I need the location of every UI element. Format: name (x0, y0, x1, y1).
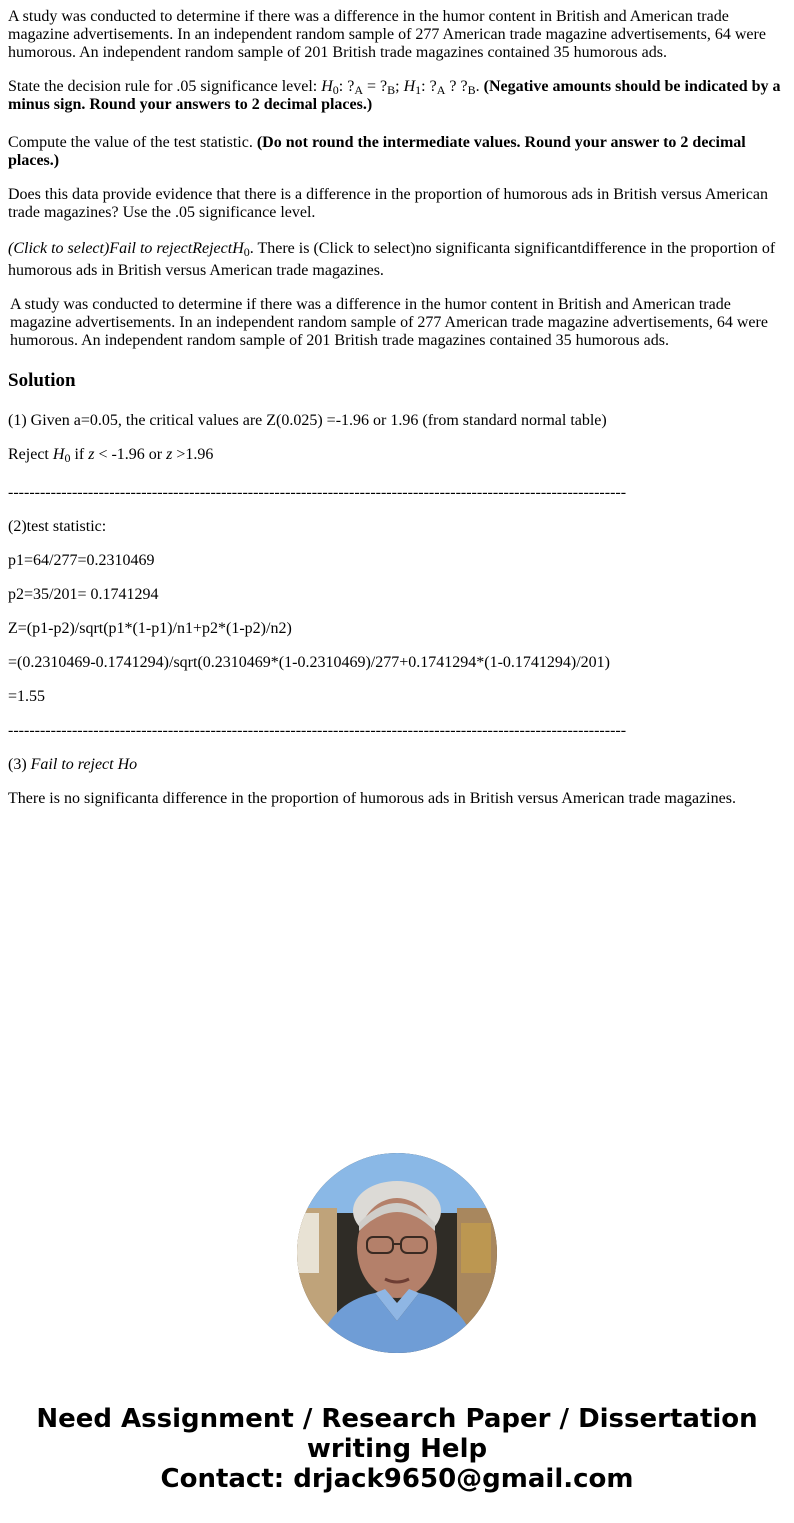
reject-mid-text: < -1.96 or (94, 446, 167, 463)
answer-h-subscript: 0 (243, 245, 250, 259)
h0-subscript: 0 (332, 83, 339, 97)
decision-step-number: (3) (8, 756, 31, 773)
h0-text: : ? (338, 78, 355, 95)
z-result: =1.55 (8, 688, 46, 705)
separator-text: ; (395, 78, 404, 95)
divider-line-2: -------------------------------------------------------------------------------------------------------------------- (8, 722, 627, 739)
promo-contact: Contact: drjack9650@gmail.com (160, 1464, 634, 1494)
z-symbol: z (88, 446, 95, 463)
reject-prefix: Reject (8, 446, 53, 463)
compute-text: Compute the value of the test statistic. (8, 134, 257, 151)
evidence-question: Does this data provide evidence that there is a difference in the proportion of humorous ads in British versus American trade magazines? Use the .05 significance level. (8, 186, 768, 221)
equals-text: = ? (363, 78, 388, 95)
author-photo (297, 1153, 497, 1353)
h0-symbol: H (321, 78, 333, 95)
decision-text: Fail to reject Ho (30, 756, 138, 773)
intro-paragraph: A study was conducted to determine if there was a difference in the humor content in British and American trade magazine advertisements. In an independent random sample of 277 American trade magazine advertisements, 64 were humorous. An independent random sample of 201 British trade magazines contained 35 humorous ads. (8, 8, 766, 61)
decision-rule-text: State the decision rule for .05 significance level: (8, 78, 322, 95)
h1-symbol: H (403, 78, 416, 95)
answer-h-symbol: H (232, 240, 244, 257)
compute-paragraph (8, 134, 786, 170)
reject-select-dropdown[interactable]: (Click to select)Fail to rejectReject (8, 240, 233, 257)
period-text: . (475, 78, 484, 95)
promo-line-2: writing Help (306, 1434, 488, 1464)
h1-subscript: 1 (415, 83, 422, 97)
z-symbol-2: z (166, 446, 173, 463)
b-subscript: B (387, 83, 396, 97)
answer-paragraph (8, 238, 786, 282)
a-subscript-2: A (436, 83, 446, 97)
promo-banner (0, 1404, 794, 1494)
divider-line: -------------------------------------------------------------------------------------------------------------------- (8, 484, 627, 501)
significance-select-dropdown[interactable]: . There is (Click to select)no significanta significant (249, 240, 582, 257)
reject-end-text: >1.96 (172, 446, 214, 463)
a-subscript: A (354, 83, 364, 97)
test-statistic-step: (2)test statistic: (8, 518, 107, 535)
answer-end-text: difference in the proportion of humorous ads in British versus American trade magazines. (8, 240, 776, 279)
author-portrait-image (297, 1153, 497, 1353)
compute-note: (Do not round the intermediate values. Round your answer to 2 decimal places.) (8, 134, 746, 169)
reject-rule (8, 446, 213, 464)
reject-h-symbol: H (52, 446, 65, 463)
decision-rule-note: (Negative amounts should be indicated by a minus sign. Round your answers to 2 decimal places.) (8, 78, 781, 113)
h1-text: : ? (421, 78, 437, 95)
reject-h-subscript: 0 (64, 451, 71, 465)
intro-paragraph-repeat: A study was conducted to determine if there was a difference in the humor content in British and American trade magazine advertisements. In an independent random sample of 277 American trade magazine advertisements, 64 were humorous. An independent random sample of 201 British trade magazines contained 35 humorous ads. (10, 296, 768, 349)
critical-values-step: (1) Given a=0.05, the critical values are Z(0.025) =-1.96 or 1.96 (from standard normal table) (8, 412, 607, 429)
p2-calculation: p2=35/201= 0.1741294 (8, 586, 159, 603)
b-subscript-2: B (467, 83, 476, 97)
promo-line-1: Need Assignment / Research Paper / Dissertation (36, 1404, 758, 1434)
not-equal-text: ? ? (445, 78, 468, 95)
decision-rule-paragraph (8, 78, 786, 114)
z-substituted: =(0.2310469-0.1741294)/sqrt(0.2310469*(1-0.2310469)/277+0.1741294*(1-0.1741294)/201) (8, 654, 610, 671)
conclusion: There is no significanta difference in the proportion of humorous ads in British versus American trade magazines. (8, 790, 736, 807)
decision-step (8, 756, 137, 774)
p1-calculation: p1=64/277=0.2310469 (8, 552, 155, 569)
z-formula: Z=(p1-p2)/sqrt(p1*(1-p1)/n1+p2*(1-p2)/n2) (8, 620, 292, 637)
reject-if-text: if (70, 446, 89, 463)
solution-heading: Solution (8, 370, 76, 391)
